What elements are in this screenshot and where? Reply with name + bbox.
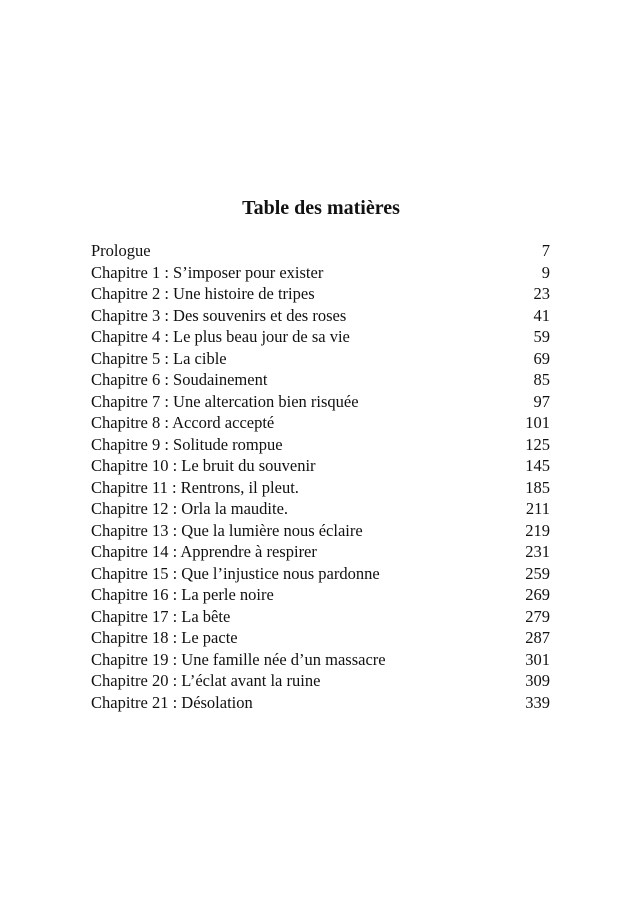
toc-entry [91,283,550,305]
toc-entry [91,262,550,284]
toc-entry-page-number: 85 [533,370,550,389]
toc-entry-page-number: 287 [525,628,550,647]
toc-entry-page-number: 59 [533,327,550,346]
toc-entry-label: Chapitre 17 : La bête [91,606,231,626]
toc-entry-label: Chapitre 13 : Que la lumière nous éclaire [91,520,363,540]
toc-entry [91,541,550,563]
toc-entry-label: Prologue [91,241,151,260]
toc-entry-label: Chapitre 5 : La cible [91,348,227,368]
toc-entry [91,670,550,692]
toc-entry-page-number: 97 [533,391,550,411]
toc-entry-page-number: 269 [525,585,550,604]
toc-entry-label: Chapitre 4 : Le plus beau jour de sa vie [91,327,350,346]
toc-entry [91,692,550,714]
toc-entry-page-number: 339 [525,692,550,712]
toc-entry-label: Chapitre 12 : Orla la maudite. [91,499,289,518]
toc-entry-page-number: 145 [525,456,550,475]
toc-entry [91,563,550,585]
toc-entry [91,627,550,649]
toc-entry-label: Chapitre 18 : Le pacte [91,628,238,647]
toc-entry-label: Chapitre 2 : Une histoire de tripes [91,284,315,303]
table-of-contents [91,240,550,713]
toc-entry-page-number: 41 [533,305,550,325]
toc-entry [91,520,550,542]
toc-entry-label: Chapitre 21 : Désolation [91,692,253,712]
toc-entry-page-number: 9 [541,262,550,282]
toc-entry [91,348,550,370]
toc-entry-label: Chapitre 8 : Accord accepté [91,413,275,432]
toc-entry [91,240,550,262]
toc-entry [91,455,550,477]
toc-entry [91,434,550,456]
toc-entry-page-number: 301 [525,649,550,669]
toc-entry [91,606,550,628]
toc-entry-label: Chapitre 20 : L’éclat avant la ruine [91,671,321,690]
toc-entry-page-number: 125 [525,434,550,454]
toc-entry-page-number: 7 [541,241,550,260]
toc-entry-page-number: 279 [525,606,550,626]
toc-entry-page-number: 101 [525,413,550,432]
toc-entry-page-number: 185 [525,477,550,497]
toc-entry-page-number: 23 [533,284,550,303]
toc-entry-label: Chapitre 9 : Solitude rompue [91,434,283,454]
toc-entry [91,649,550,671]
toc-entry-label: Chapitre 3 : Des souvenirs et des roses [91,305,347,325]
page-title: Table des matières [242,197,400,219]
toc-entry [91,326,550,348]
toc-entry-page-number: 259 [525,563,550,583]
toc-entry-label: Chapitre 10 : Le bruit du souvenir [91,456,316,475]
toc-entry [91,391,550,413]
toc-entry-page-number: 211 [525,499,550,518]
toc-entry [91,498,550,520]
toc-entry-label: Chapitre 16 : La perle noire [91,585,274,604]
toc-entry-label: Chapitre 14 : Apprendre à respirer [91,542,317,561]
toc-entry [91,412,550,434]
toc-entry [91,477,550,499]
toc-entry-page-number: 219 [525,520,550,540]
toc-entry-page-number: 231 [525,542,550,561]
toc-entry [91,369,550,391]
toc-entry-label: Chapitre 15 : Que l’injustice nous pardonne [91,563,380,583]
toc-entry-page-number: 309 [525,671,550,690]
toc-entry-page-number: 69 [533,348,550,368]
toc-entry-label: Chapitre 1 : S’imposer pour exister [91,262,324,282]
toc-entry-label: Chapitre 19 : Une famille née d’un massacre [91,649,386,669]
toc-entry-label: Chapitre 7 : Une altercation bien risquée [91,391,359,411]
toc-entry [91,305,550,327]
toc-entry [91,584,550,606]
toc-entry-label: Chapitre 11 : Rentrons, il pleut. [91,477,299,497]
toc-entry-label: Chapitre 6 : Soudainement [91,370,268,389]
